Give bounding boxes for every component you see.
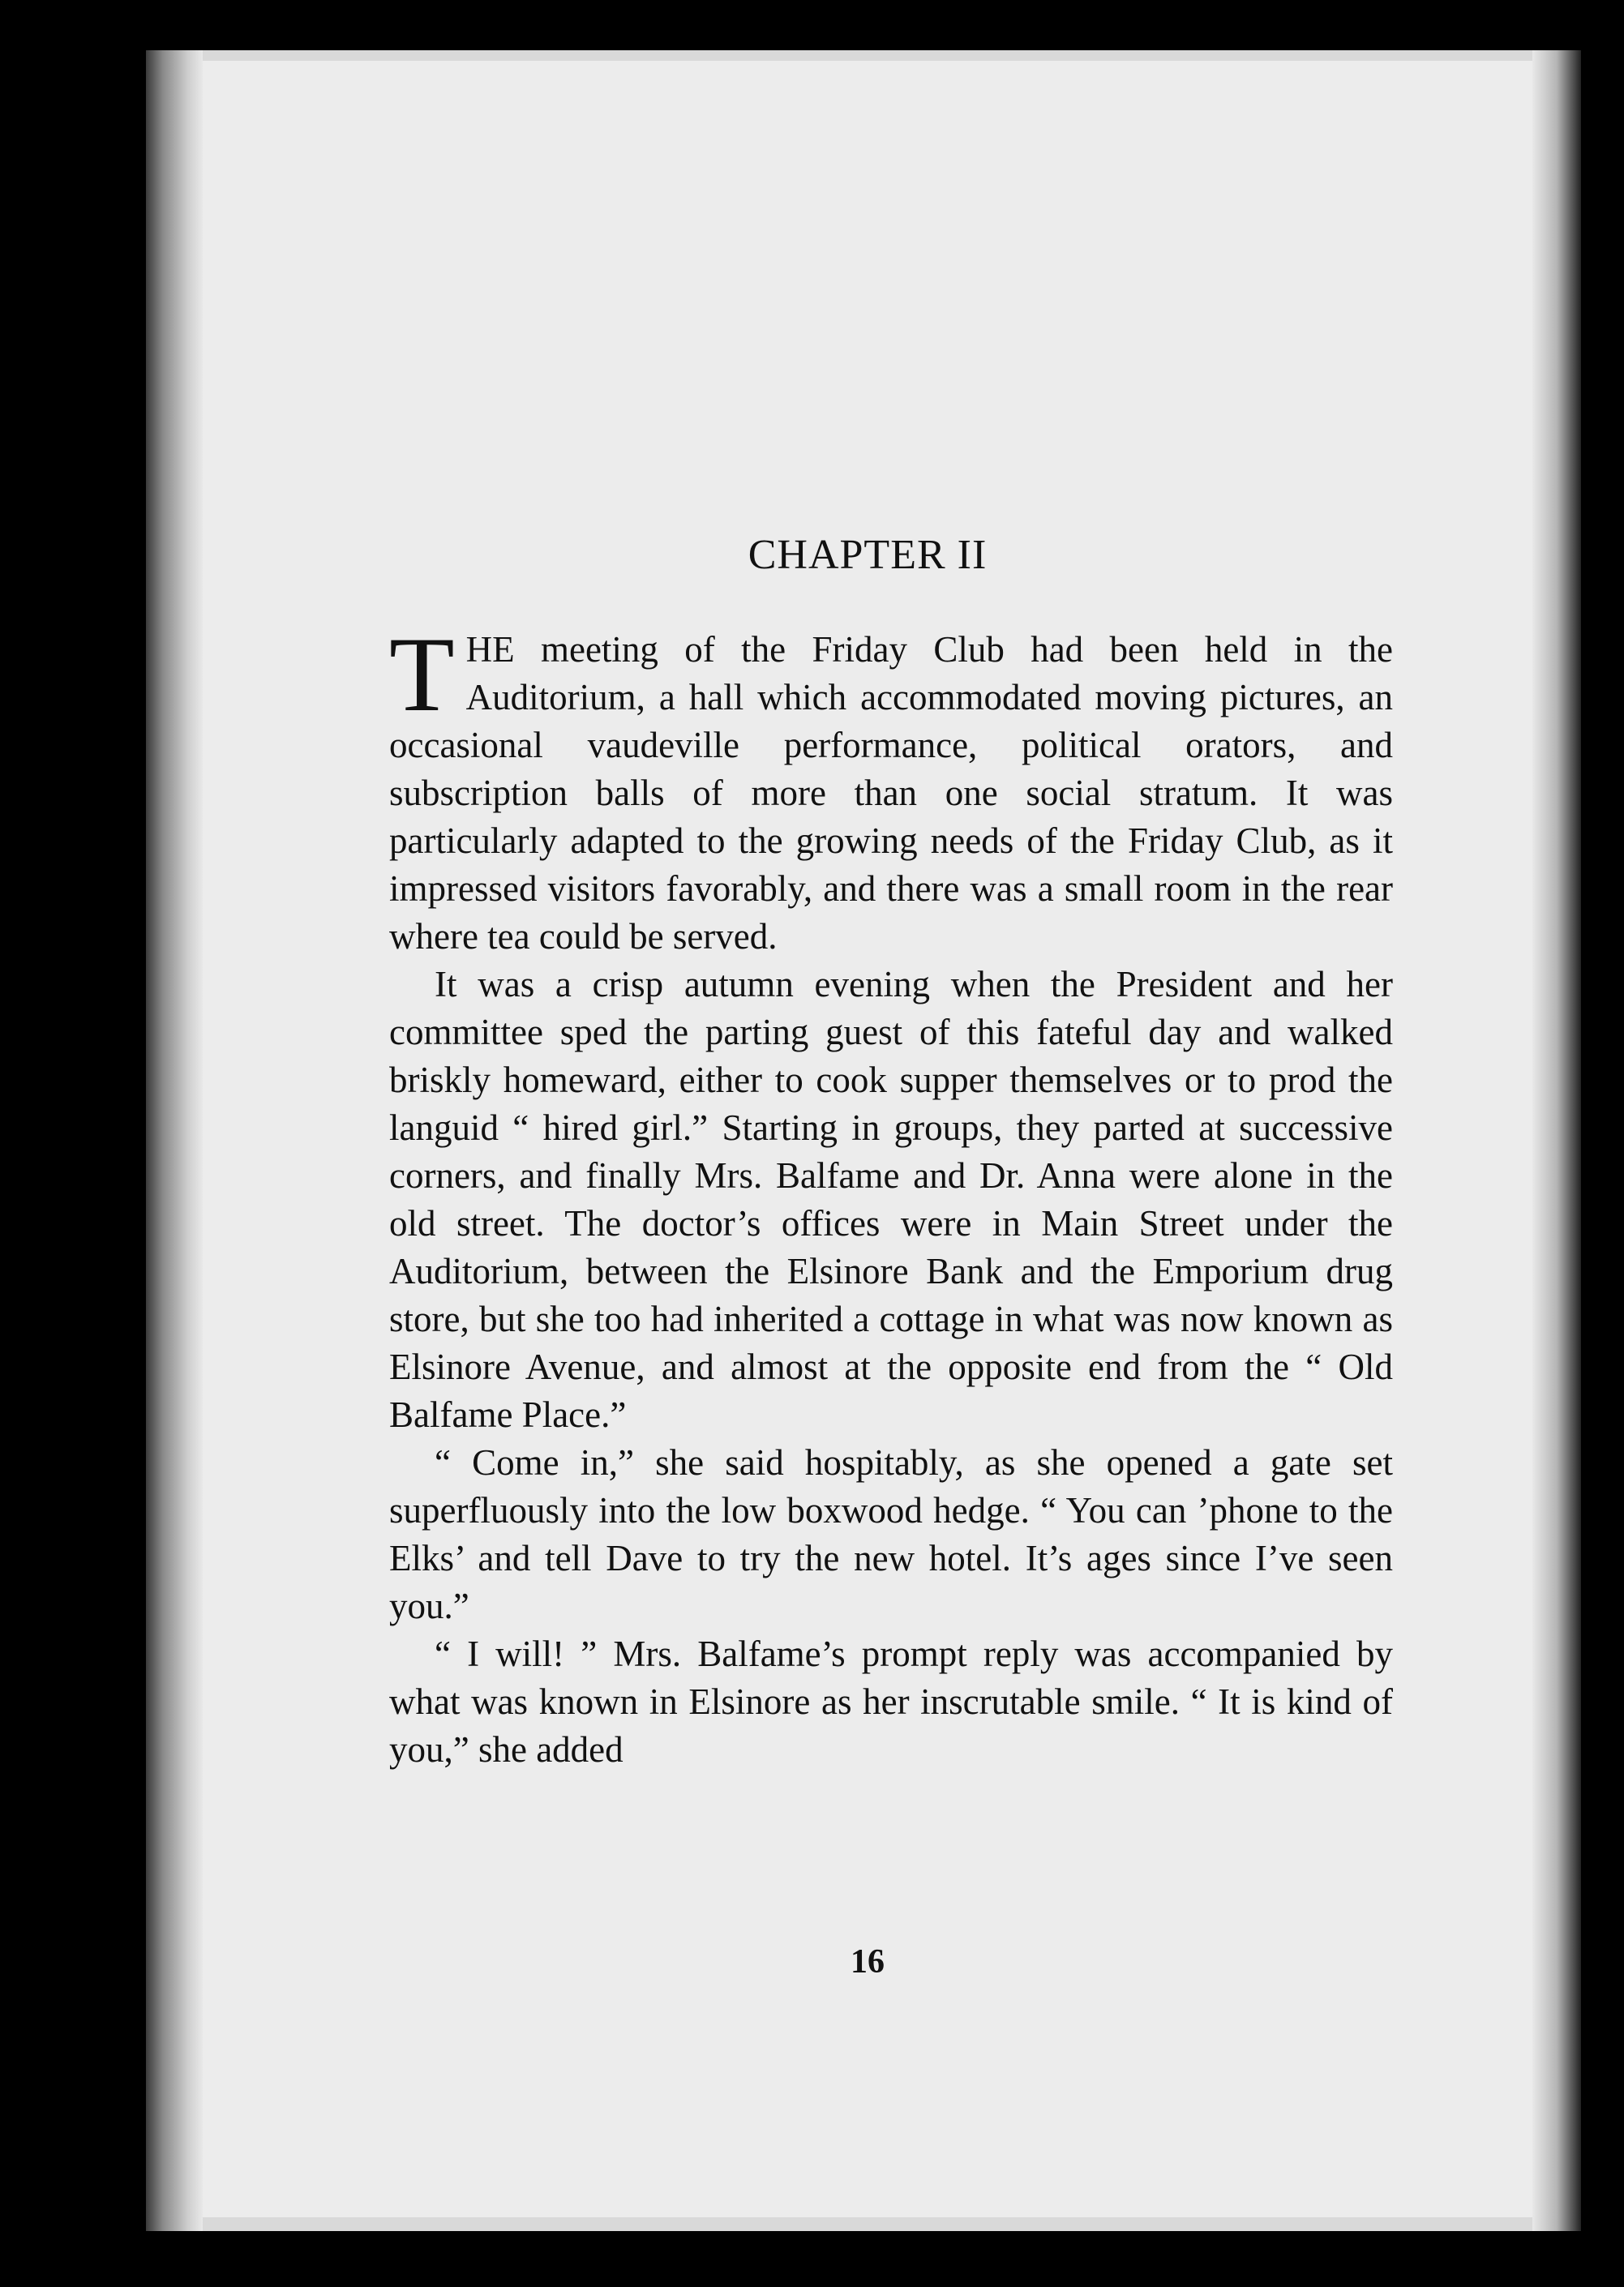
chapter-title: CHAPTER II — [748, 532, 988, 578]
paragraph-1-text: HE meeting of the Friday Club had been held in the Auditorium, a hall which accommodated moving pictures, an occasional vaudeville performance, political orators, and subscription balls of more than one social stratum. It was particularly adapted to the growing needs of the Friday Club, as it impressed visitors favorably, and there was a small room in the rear where tea could be served. — [389, 629, 1393, 957]
paragraph-1 — [389, 615, 1393, 961]
spine-shadow — [146, 50, 203, 2231]
paragraph-2: It was a crisp autumn evening when the President and her committee sped the parting guest of this fateful day and walked briskly homeward, either to cook supper themselves or to prod the languid “ hired girl.” Starting in groups, they parted at successive corners, and finally Mrs. Balfame and Dr. Anna were alone in the old street. The doctor’s offices were in Main Street under the Auditorium, between the Elsinore Bank and the Emporium drug store, but she too had inherited a cottage in what was now known as Elsinore Avenue, and almost at the opposite end from the “ Old Balfame Place.” — [389, 964, 1393, 1435]
drop-cap: T — [389, 615, 455, 734]
page-right-edge — [1532, 50, 1581, 2231]
paragraph-4: “ I will! ” Mrs. Balfame’s prompt reply was accompanied by what was known in Elsinore as her inscrutable smile. “ It is kind of you,” she added — [389, 1634, 1393, 1770]
chapter-body — [389, 615, 1393, 1774]
page-number: 16 — [851, 1943, 885, 1981]
paragraph-3: “ Come in,” she said hospitably, as she opened a gate set superfluously into the low boxwood hedge. “ You can ’phone to the Elks’ and tell Dave to try the new hotel. It’s ages since I’ve seen you.” — [389, 1442, 1393, 1626]
